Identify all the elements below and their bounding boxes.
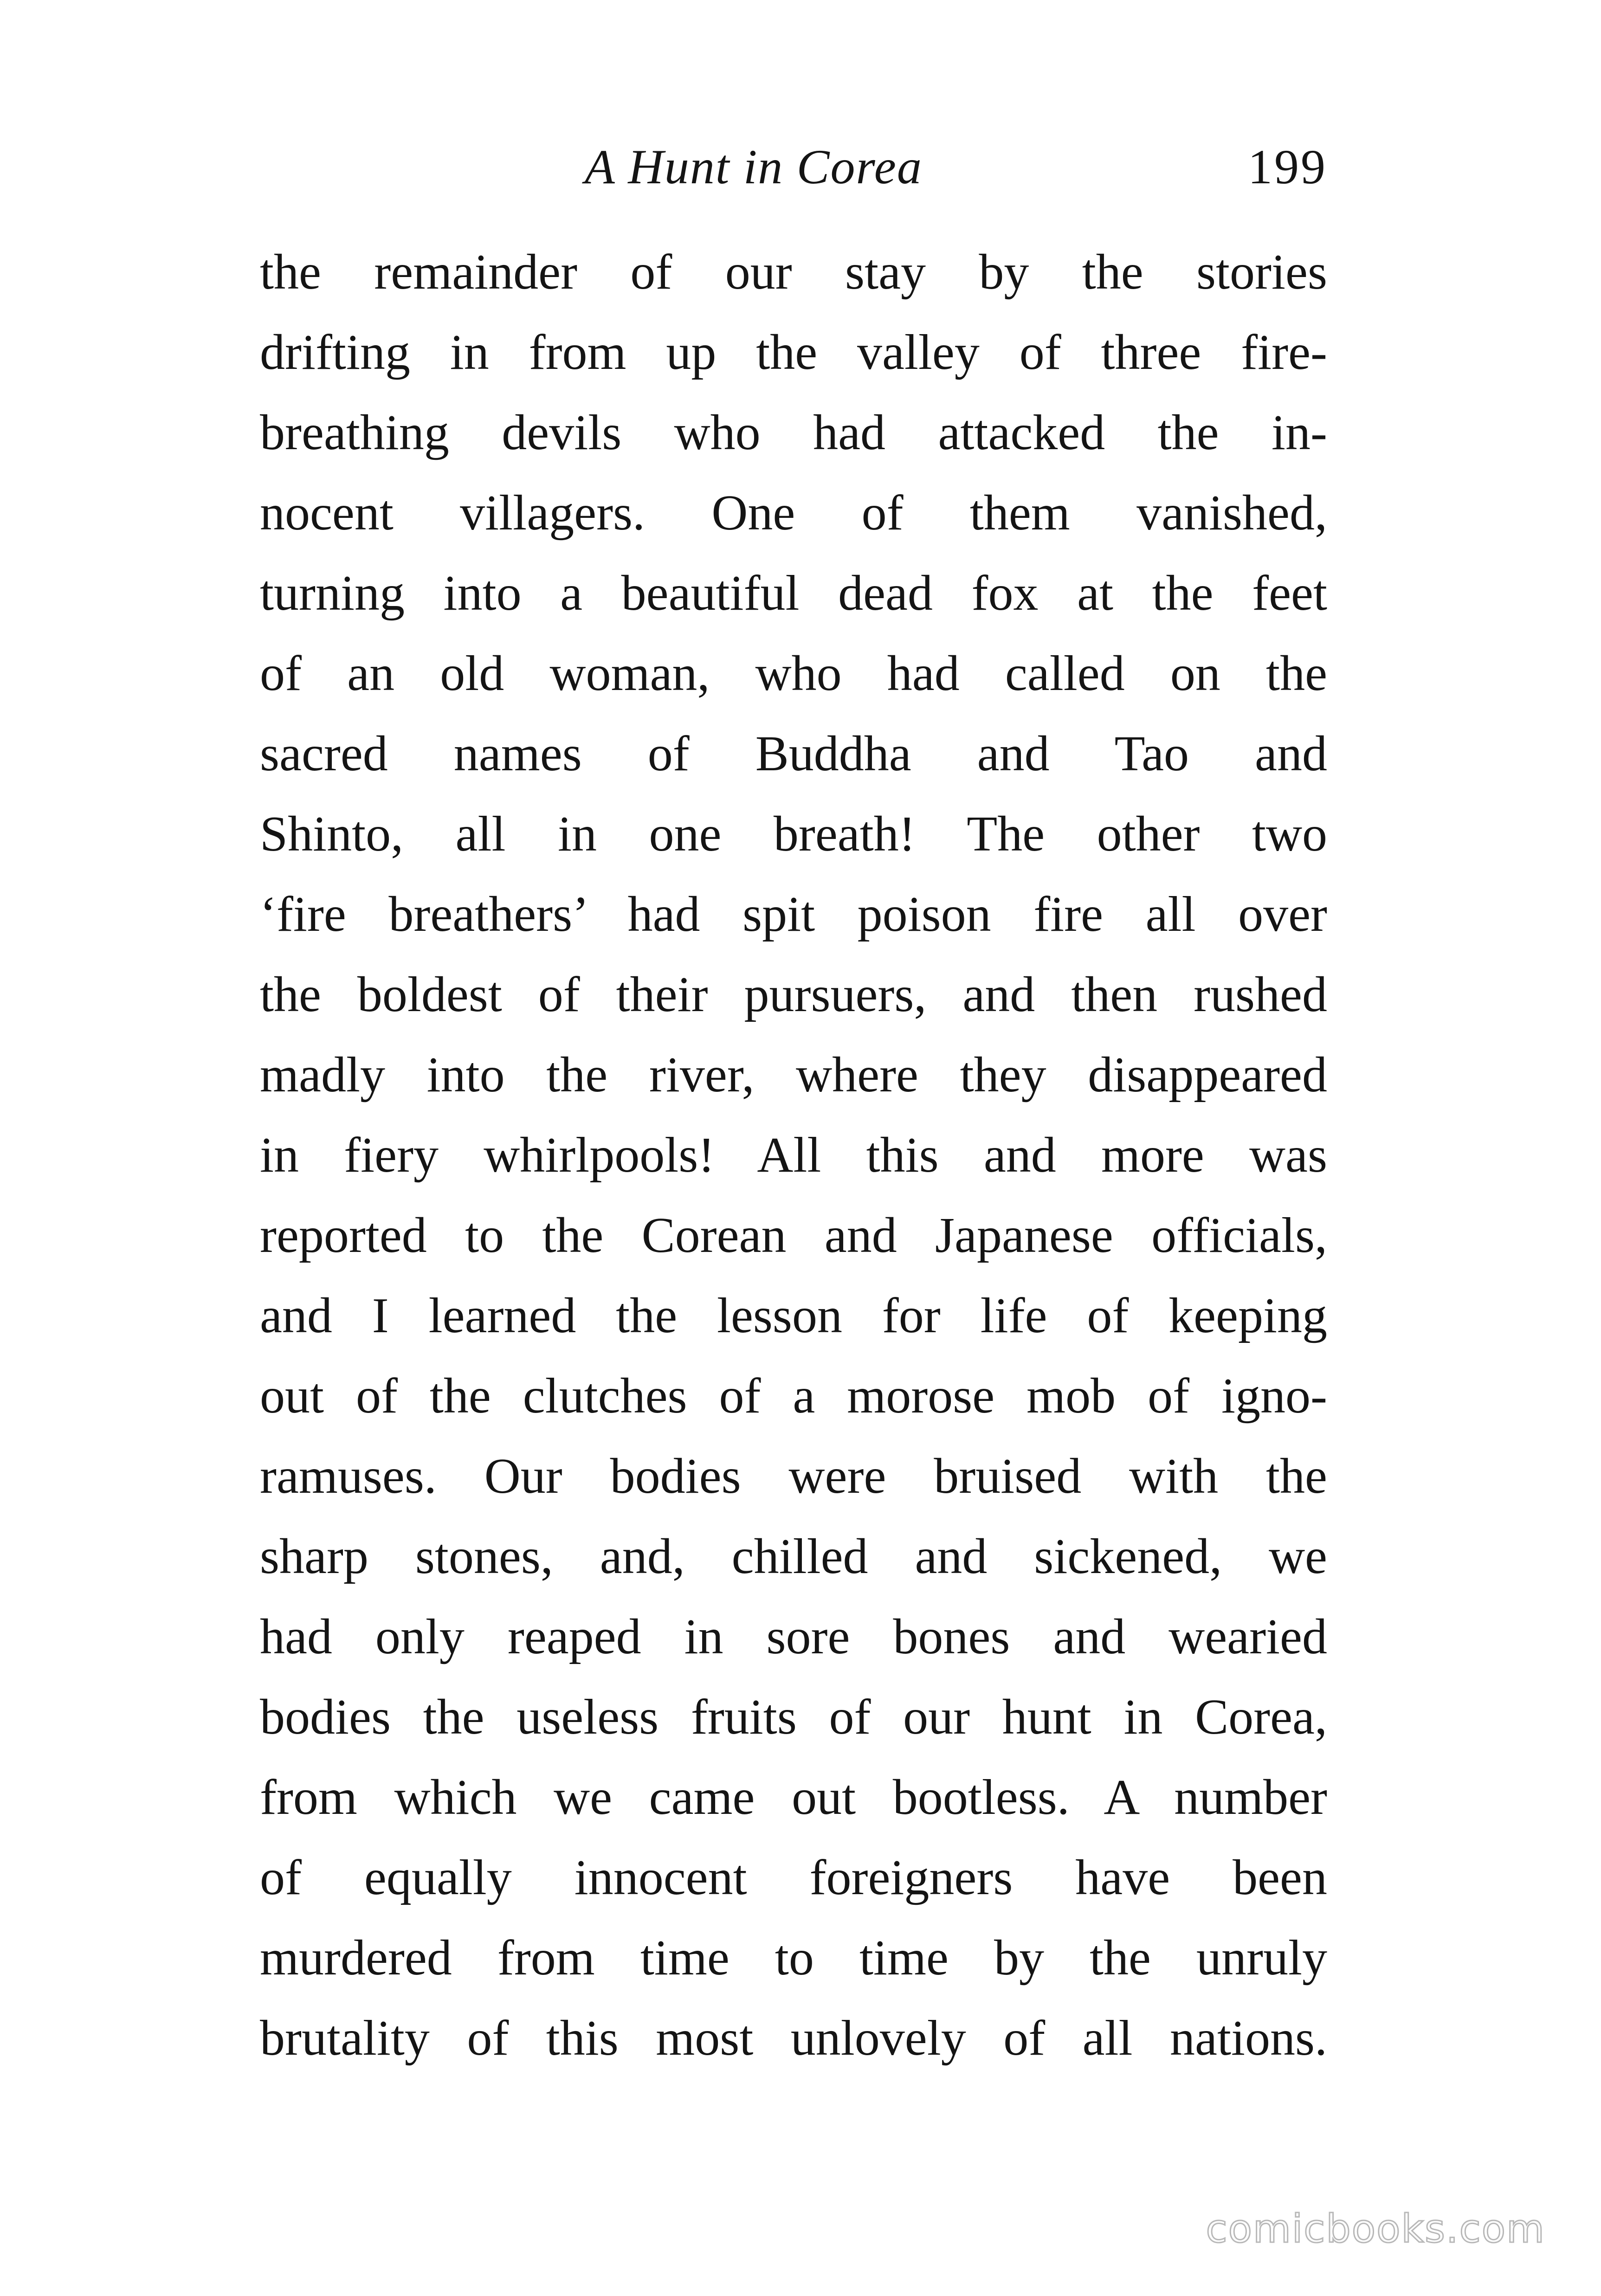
text-line: reported to the Corean and Japanese officials, (260, 1208, 1327, 1263)
body-text (260, 232, 1327, 2078)
site-watermark: comicbooks.com (1206, 2206, 1545, 2251)
text-line: in fiery whirlpools! All this and more was (260, 1128, 1327, 1183)
text-line: from which we came out bootless. A number (260, 1770, 1327, 1825)
text-line: turning into a beautiful dead fox at the feet (260, 566, 1327, 621)
text-line: sharp stones, and, chilled and sickened, we (260, 1529, 1327, 1584)
text-line: murdered from time to time by the unruly (260, 1930, 1327, 1986)
text-line: out of the clutches of a morose mob of igno- (260, 1368, 1327, 1424)
text-line: ‘fire breathers’ had spit poison fire all over (260, 887, 1327, 942)
running-title: A Hunt in Corea (585, 140, 923, 194)
text-line: breathing devils who had attacked the in- (260, 405, 1327, 460)
text-line: drifting in from up the valley of three fire- (260, 325, 1327, 380)
text-line: madly into the river, where they disappeared (260, 1047, 1327, 1103)
text-line: had only reaped in sore bones and wearied (260, 1609, 1327, 1664)
text-line: bodies the useless fruits of our hunt in Corea, (260, 1690, 1327, 1745)
text-line: of equally innocent foreigners have been (260, 1850, 1327, 1905)
text-line: Shinto, all in one breath! The other two (260, 806, 1327, 862)
text-line: and I learned the lesson for life of keeping (260, 1288, 1327, 1343)
text-line: the remainder of our stay by the stories (260, 245, 1327, 300)
text-line: sacred names of Buddha and Tao and (260, 726, 1327, 781)
text-line: the boldest of their pursuers, and then rushed (260, 967, 1327, 1022)
text-line: of an old woman, who had called on the (260, 646, 1327, 701)
text-line: nocent villagers. One of them vanished, (260, 485, 1327, 541)
page-number: 199 (1248, 140, 1327, 194)
text-line: brutality of this most unlovely of all nations. (260, 2011, 1327, 2066)
page-header (260, 135, 1327, 209)
text-line: ramuses. Our bodies were bruised with the (260, 1449, 1327, 1504)
